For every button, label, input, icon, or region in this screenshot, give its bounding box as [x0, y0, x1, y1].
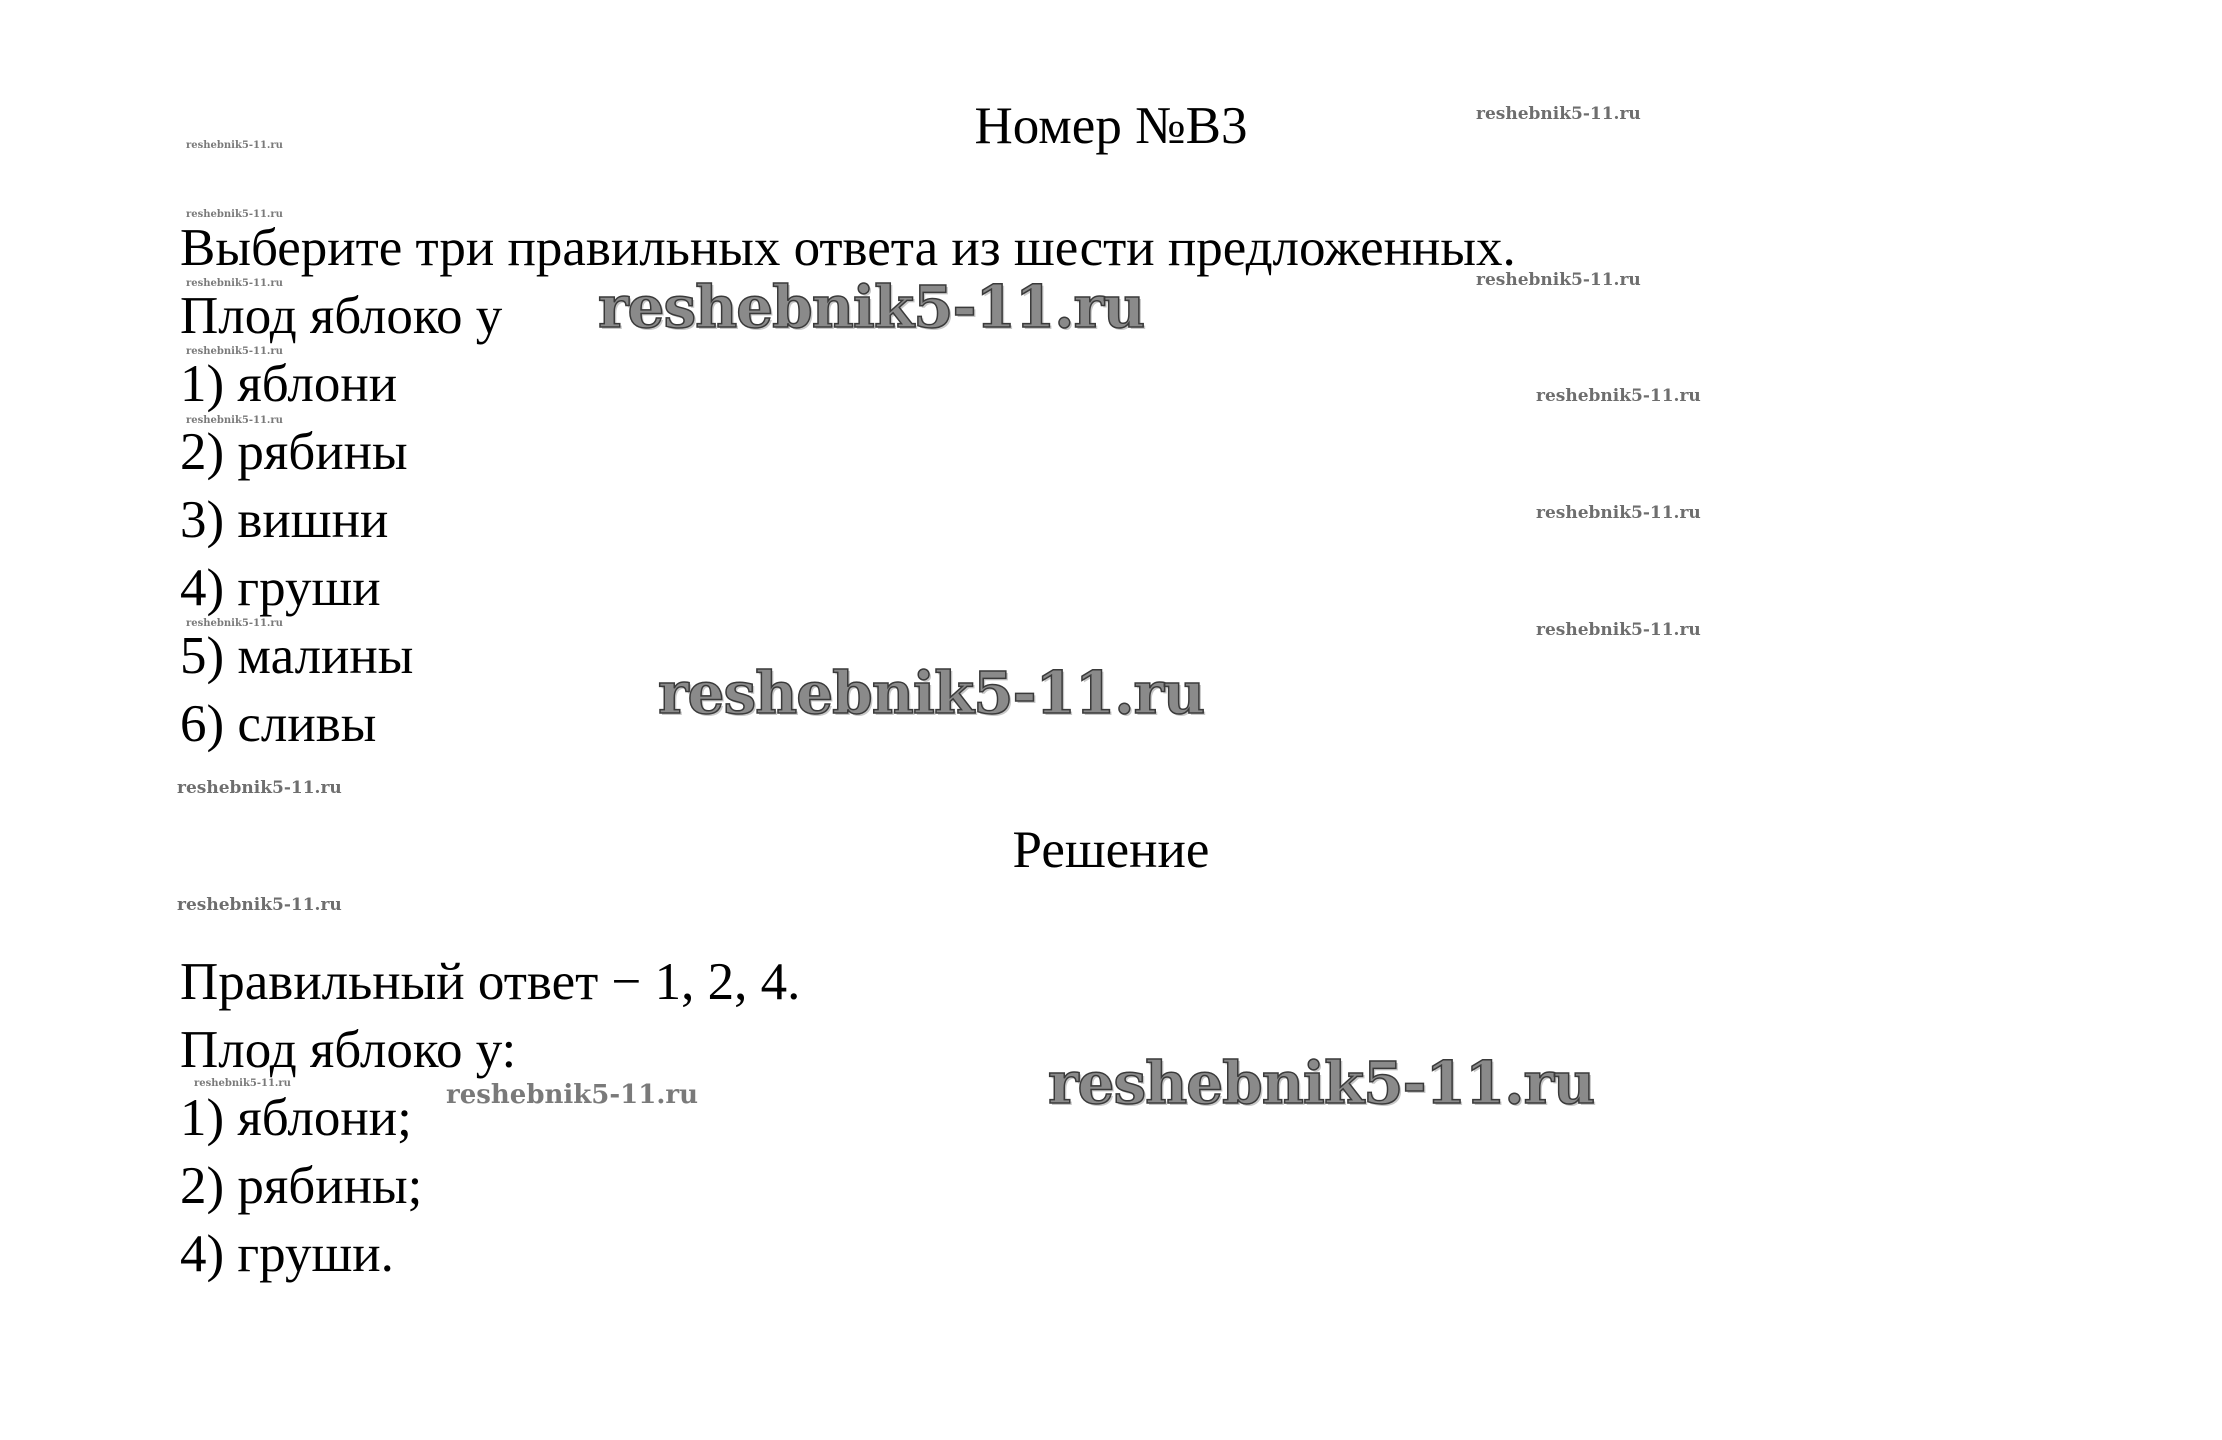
option-6: 6) сливы — [180, 695, 377, 753]
watermark-small: reshebnik5-11.ru — [177, 895, 342, 915]
watermark-tiny: reshebnik5-11.ru — [186, 415, 283, 426]
watermark-large: reshebnik5-11.ru — [598, 273, 1145, 341]
watermark-small: reshebnik5-11.ru — [177, 778, 342, 798]
watermark-tiny: reshebnik5-11.ru — [194, 1078, 291, 1089]
watermark-small: reshebnik5-11.ru — [1536, 620, 1701, 640]
watermark-tiny: reshebnik5-11.ru — [186, 278, 283, 289]
solution-answer: Правильный ответ − 1, 2, 4. — [180, 953, 801, 1011]
watermark-small: reshebnik5-11.ru — [1536, 386, 1701, 406]
watermark-small: reshebnik5-11.ru — [1476, 270, 1641, 290]
page-title: Номер №В3 — [974, 97, 1248, 155]
watermark-large: reshebnik5-11.ru — [658, 659, 1205, 727]
option-4: 4) груши — [180, 559, 381, 617]
option-5: 5) малины — [180, 627, 414, 685]
solution-item-3: 4) груши. — [180, 1225, 394, 1283]
task-prompt: Выберите три правильных ответа из шести предложенных. — [180, 219, 1516, 277]
watermark-small: reshebnik5-11.ru — [1536, 503, 1701, 523]
solution-question: Плод яблоко у: — [180, 1021, 517, 1079]
option-2: 2) рябины — [180, 423, 408, 481]
task-question: Плод яблоко у — [180, 287, 503, 345]
watermark-tiny: reshebnik5-11.ru — [186, 209, 283, 220]
watermark-tiny: reshebnik5-11.ru — [186, 618, 283, 629]
solution-heading: Решение — [1012, 821, 1210, 879]
watermark-tiny: reshebnik5-11.ru — [186, 140, 283, 151]
watermark-tiny: reshebnik5-11.ru — [186, 346, 283, 357]
watermark-medium: reshebnik5-11.ru — [446, 1080, 699, 1110]
option-1: 1) яблони — [180, 355, 398, 413]
solution-item-2: 2) рябины; — [180, 1157, 423, 1215]
watermark-small: reshebnik5-11.ru — [1476, 104, 1641, 124]
watermark-large: reshebnik5-11.ru — [1048, 1049, 1595, 1117]
solution-item-1: 1) яблони; — [180, 1089, 412, 1147]
option-3: 3) вишни — [180, 491, 389, 549]
